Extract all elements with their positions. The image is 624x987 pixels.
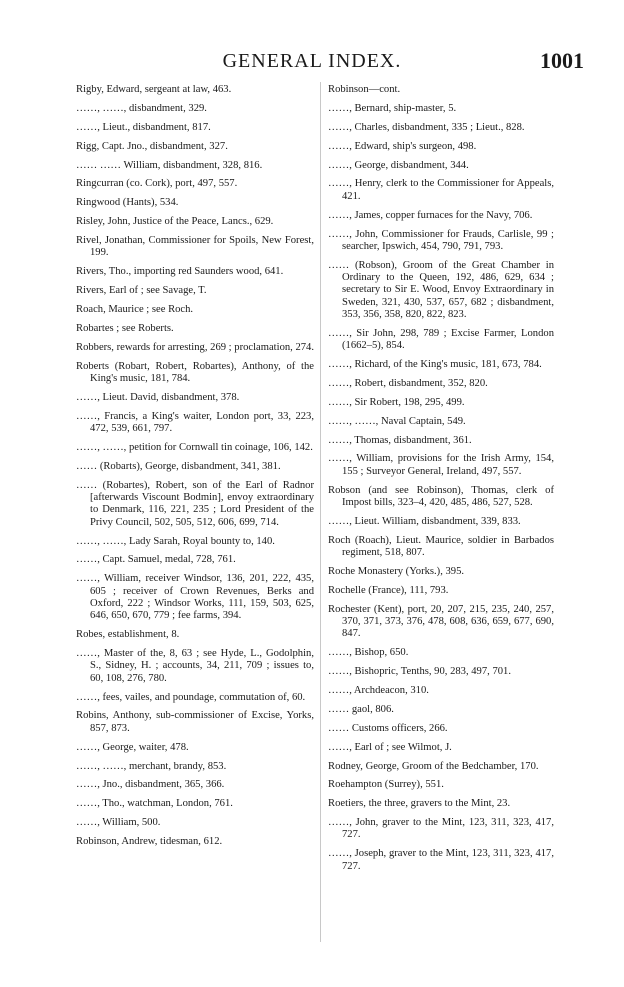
index-entry: Rivers, Tho., importing red Saunders wood, 641.: [76, 266, 284, 278]
index-entry: Robartes ; see Roberts.: [76, 322, 174, 334]
index-entry: Robes, establishment, 8.: [76, 629, 180, 641]
index-entry: Rodney, George, Groom of the Bedchamber, 170.: [328, 760, 539, 772]
index-entry: ……, Richard, of the King's music, 181, 673, 784.: [328, 358, 542, 370]
index-entry: Robbers, rewards for arresting, 269 ; proclamation, 274.: [76, 341, 315, 353]
index-entry: ……, Sir John, 298, 789 ; Excise Farmer, London (1662–5), 854.: [328, 327, 554, 352]
index-entry: ……, William, provisions for the Irish Army, 154, 155 ; Surveyor General, Ireland, 497, 557.: [328, 453, 554, 477]
index-entry: ……, ……, Lady Sarah, Royal bounty to, 140.: [76, 535, 275, 547]
index-entry: ……, Joseph, graver to the Mint, 123, 311, 323, 417, 727.: [328, 848, 554, 872]
index-entry: ……, George, waiter, 478.: [76, 741, 189, 753]
index-entry: Risley, John, Justice of the Peace, Lancs., 629.: [76, 216, 274, 228]
index-entry: Rivers, Earl of ; see Savage, T.: [76, 285, 207, 297]
index-entry: Robson (and see Robinson), Thomas, clerk of Impost bills, 323–4, 420, 485, 486, 527, 528.: [328, 484, 554, 508]
index-entry: ……, Master of the, 8, 63 ; see Hyde, L., Godolphin, S., Sidney, H. ; accounts, 34, 211, 709 ; issues to, 60, 108, 276, 780.: [76, 648, 314, 684]
index-entry: ……, George, disbandment, 344.: [328, 159, 469, 171]
index-entry: ……, Archdeacon, 310.: [328, 684, 429, 696]
index-entry: Roach, Maurice ; see Roch.: [76, 304, 194, 316]
index-entry: ……, Robert, disbandment, 352, 820.: [328, 377, 488, 389]
index-entry: Roberts (Robart, Robert, Robartes), Anthony, of the King's music, 181, 784.: [76, 360, 314, 385]
index-entry: Rochester (Kent), port, 20, 207, 215, 235, 240, 257, 370, 371, 373, 376, 478, 608, 636, 659, 677, 690, 847.: [328, 603, 554, 640]
index-entry: Ringwood (Hants), 534.: [76, 197, 179, 209]
index-entry: Ringcurran (co. Cork), port, 497, 557.: [76, 178, 238, 190]
index-entry: …… (Robarts), George, disbandment, 341, 381.: [76, 460, 281, 472]
page-header: [0, 46, 624, 74]
index-entry: ……, Lieut. David, disbandment, 378.: [76, 391, 240, 403]
index-entry: ……, John, Commissioner for Frauds, Carlisle, 99 ; searcher, Ipswich, 454, 790, 791, 793.: [328, 228, 554, 252]
index-entry: Roetiers, the three, gravers to the Mint, 23.: [328, 798, 511, 810]
index-entry: ……, Bishop, 650.: [328, 647, 409, 659]
index-entry: ……, ……, Naval Captain, 549.: [328, 415, 466, 427]
index-entry: ……, William, receiver Windsor, 136, 201, 222, 435, 605 ; receiver of Crown Revenues, Berks and Oxford, 222 ; Windsor Works, 111, 159, 503, 625, 646, 650, 670, 779 ; fee farms, 394.: [76, 573, 314, 622]
index-entry: ……, Lieut. William, disbandment, 339, 833.: [328, 515, 521, 527]
index-entry: Roehampton (Surrey), 551.: [328, 779, 444, 791]
index-entry: Rivel, Jonathan, Commissioner for Spoils, New Forest, 199.: [76, 235, 314, 259]
index-entry: ……, ……, disbandment, 329.: [76, 102, 207, 114]
index-entry: Robinson, Andrew, tidesman, 612.: [76, 836, 223, 848]
index-entry: …… …… William, disbandment, 328, 816.: [76, 159, 263, 171]
index-entry: ……, Sir Robert, 198, 295, 499.: [328, 396, 465, 408]
index-entry: Rochelle (France), 111, 793.: [328, 584, 449, 596]
running-title: GENERAL INDEX.: [222, 50, 402, 72]
index-entry: …… gaol, 806.: [328, 703, 394, 715]
index-entry: ……, John, graver to the Mint, 123, 311, 323, 417, 727.: [328, 817, 554, 841]
index-entry: ……, fees, vailes, and poundage, commutation of, 60.: [76, 691, 306, 703]
index-entry: …… (Robson), Groom of the Great Chamber in Ordinary to the Queen, 192, 486, 629, 634 ; secretary to Sir E. Wood, Envoy Extraordinary in Sweden, 321, 430, 537, 657, 682 ; disbandment, 353, 356, 358, 820, 822, 823.: [328, 259, 554, 320]
index-entry: ……, Thomas, disbandment, 361.: [328, 434, 472, 446]
index-entry: ……, Bishopric, Tenths, 90, 283, 497, 701.: [328, 666, 511, 678]
left-index-column: [76, 84, 314, 855]
index-entry: Rigby, Edward, sergeant at law, 463.: [76, 84, 232, 95]
index-entry: ……, ……, merchant, brandy, 853.: [76, 760, 227, 772]
index-entry: …… (Robartes), Robert, son of the Earl of Radnor [afterwards Viscount Bodmin], envoy extraordinary to Denmark, 116, 221, 235 ; Lord President of the Privy Council, 502, 505, 512, 606, 699, 714.: [76, 479, 314, 528]
index-entry: ……, William, 500.: [76, 817, 161, 829]
index-entry: Robinson—cont.: [328, 84, 401, 95]
index-entry: ……, Edward, ship's surgeon, 498.: [328, 140, 477, 152]
right-index-column: [328, 84, 554, 880]
index-entry: Roch (Roach), Lieut. Maurice, soldier in Barbados regiment, 518, 807.: [328, 534, 554, 558]
index-entry: Rigg, Capt. Jno., disbandment, 327.: [76, 140, 228, 152]
index-entry: ……, Francis, a King's waiter, London port, 33, 223, 472, 539, 661, 797.: [76, 410, 314, 435]
index-entry: ……, Earl of ; see Wilmot, J.: [328, 741, 452, 753]
index-entry: ……, ……, petition for Cornwall tin coinage, 106, 142.: [76, 442, 313, 454]
index-entry: Robins, Anthony, sub-commissioner of Excise, Yorks, 857, 873.: [76, 710, 314, 734]
index-entry: ……, Tho., watchman, London, 761.: [76, 798, 233, 810]
index-entry: ……, Henry, clerk to the Commissioner for Appeals, 421.: [328, 178, 554, 202]
index-entry: Roche Monastery (Yorks.), 395.: [328, 565, 465, 577]
index-entry: ……, James, copper furnaces for the Navy, 706.: [328, 209, 533, 221]
page-number: 1001: [540, 48, 584, 73]
index-entry: ……, Capt. Samuel, medal, 728, 761.: [76, 554, 236, 566]
index-entry: ……, Charles, disbandment, 335 ; Lieut., 828.: [328, 121, 525, 133]
index-entry: ……, Lieut., disbandment, 817.: [76, 121, 211, 133]
index-entry: ……, Bernard, ship-master, 5.: [328, 102, 457, 114]
index-entry: ……, Jno., disbandment, 365, 366.: [76, 779, 225, 791]
index-entry: …… Customs officers, 266.: [328, 722, 448, 734]
